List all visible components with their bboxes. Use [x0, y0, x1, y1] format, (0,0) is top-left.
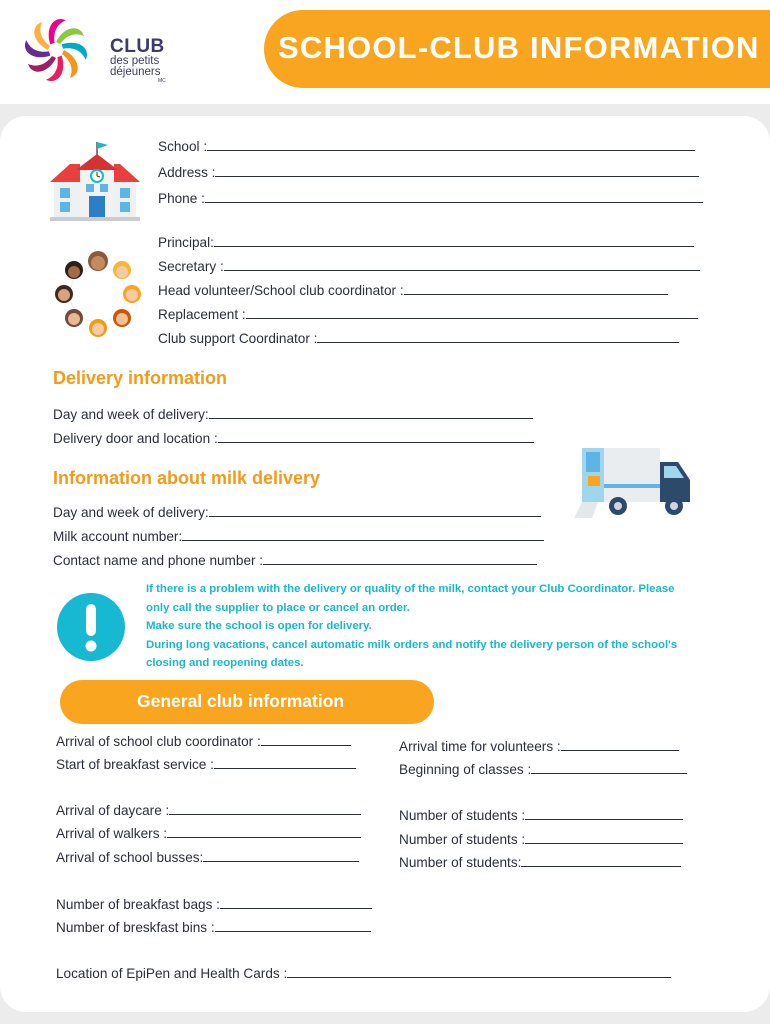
support-coordinator-input[interactable]: [317, 331, 679, 343]
head-volunteer-input[interactable]: [404, 283, 668, 295]
phone-input[interactable]: [205, 191, 703, 203]
arrival-volunteers-label: Arrival time for volunteers :: [399, 739, 561, 754]
arrival-coordinator-field[interactable]: [56, 734, 351, 749]
milk-notice: [146, 580, 736, 673]
students-2-field[interactable]: [399, 832, 683, 847]
address-label: Address :: [158, 165, 216, 180]
exclamation-icon: [56, 592, 126, 662]
delivery-door-label: Delivery door and location :: [53, 431, 218, 446]
secretary-field[interactable]: [158, 259, 700, 274]
milk-account-input[interactable]: [182, 529, 544, 541]
milk-heading: Information about milk delivery: [53, 468, 321, 488]
replacement-field[interactable]: [158, 307, 698, 322]
replacement-label: Replacement :: [158, 307, 246, 322]
arrival-coordinator-label: Arrival of school club coordinator :: [56, 734, 261, 749]
beginning-classes-label: Beginning of classes :: [399, 762, 532, 777]
milk-day-label: Day and week of delivery:: [53, 505, 209, 520]
head-volunteer-field[interactable]: [158, 283, 668, 298]
notice-line-3: Make sure the school is open for delivery.: [146, 620, 372, 632]
breakfast-bags-label: Number of breakfast bags :: [56, 897, 220, 912]
notice-line-4: During long vacations, cancel automatic milk orders and notify the delivery person of the school's: [146, 638, 678, 651]
milk-account-field[interactable]: [53, 529, 544, 544]
breakfast-bags-field[interactable]: [56, 897, 372, 912]
notice-line-5: closing and reopening dates.: [146, 657, 304, 669]
school-building-icon: [50, 140, 140, 222]
notice-line-1: If there is a problem with the delivery or quality of the milk, contact your Club Coordinator. Please: [146, 583, 675, 595]
arrival-daycare-input[interactable]: [169, 803, 361, 815]
delivery-door-field[interactable]: [53, 431, 534, 446]
students-1-input[interactable]: [525, 808, 683, 820]
secretary-input[interactable]: [224, 259, 700, 271]
arrival-busses-label: Arrival of school busses:: [56, 850, 204, 865]
support-coordinator-field[interactable]: [158, 331, 679, 346]
milk-contact-input[interactable]: [263, 553, 537, 565]
epipen-input[interactable]: [287, 966, 671, 978]
address-field[interactable]: [158, 165, 699, 180]
students-3-input[interactable]: [521, 855, 681, 867]
school-label: School :: [158, 139, 208, 154]
logo-club: CLUB: [110, 36, 165, 57]
head-volunteer-label: Head volunteer/School club coordinator :: [158, 283, 404, 298]
students-1-label: Number of students :: [399, 808, 526, 823]
phone-label: Phone :: [158, 191, 205, 206]
delivery-day-label: Day and week of delivery:: [53, 407, 209, 422]
support-coordinator-label: Club support Coordinator :: [158, 331, 318, 346]
milk-day-field[interactable]: [53, 505, 541, 520]
header: [0, 0, 770, 104]
arrival-walkers-input[interactable]: [167, 826, 361, 838]
principal-field[interactable]: [158, 235, 694, 250]
delivery-heading: Delivery information: [53, 368, 228, 388]
club-logo-icon: [18, 12, 98, 92]
students-1-field[interactable]: [399, 808, 683, 823]
notice-line-2: only call the supplier to place or cancel an order.: [146, 601, 410, 614]
school-input[interactable]: [207, 139, 695, 151]
epipen-field[interactable]: [56, 966, 671, 981]
principal-input[interactable]: [214, 235, 694, 247]
delivery-day-input[interactable]: [209, 407, 533, 419]
milk-day-input[interactable]: [209, 505, 541, 517]
logo-text: [110, 38, 166, 84]
arrival-volunteers-input[interactable]: [561, 739, 679, 751]
breakfast-bins-field[interactable]: [56, 920, 371, 935]
delivery-day-field[interactable]: [53, 407, 533, 422]
arrival-busses-input[interactable]: [203, 850, 359, 862]
milk-contact-field[interactable]: [53, 553, 537, 568]
breakfast-bins-label: Number of breskfast bins :: [56, 920, 215, 935]
children-circle-icon: [52, 248, 144, 340]
title-banner: [264, 10, 770, 88]
start-breakfast-label: Start of breakfast service :: [56, 757, 214, 772]
breakfast-bins-input[interactable]: [215, 920, 371, 932]
delivery-door-input[interactable]: [218, 431, 534, 443]
students-3-field[interactable]: [399, 855, 681, 870]
general-heading-pill: [60, 680, 434, 724]
arrival-volunteers-field[interactable]: [399, 739, 679, 754]
arrival-coordinator-input[interactable]: [261, 734, 351, 746]
milk-contact-label: Contact name and phone number :: [53, 553, 264, 568]
general-heading: General club information: [137, 691, 345, 711]
arrival-daycare-field[interactable]: [56, 803, 361, 818]
beginning-classes-field[interactable]: [399, 762, 687, 777]
arrival-busses-field[interactable]: [56, 850, 359, 865]
epipen-label: Location of EpiPen and Health Cards :: [56, 966, 288, 981]
arrival-daycare-label: Arrival of daycare :: [56, 803, 170, 818]
arrival-walkers-field[interactable]: [56, 826, 361, 841]
school-field[interactable]: [158, 139, 695, 154]
secretary-label: Secretary :: [158, 259, 224, 274]
milk-account-label: Milk account number:: [53, 529, 183, 544]
replacement-input[interactable]: [246, 307, 698, 319]
breakfast-bags-input[interactable]: [220, 897, 372, 909]
logo-mark: MC: [158, 78, 166, 84]
logo-line2: des petits: [110, 55, 160, 67]
principal-label: Principal:: [158, 235, 214, 250]
page-title: SCHOOL-CLUB INFORMATION: [278, 30, 760, 65]
arrival-walkers-label: Arrival of walkers :: [56, 826, 168, 841]
phone-field[interactable]: [158, 191, 703, 206]
students-2-label: Number of students :: [399, 832, 526, 847]
club-logo: [18, 12, 166, 92]
start-breakfast-input[interactable]: [214, 757, 356, 769]
delivery-truck-icon: [574, 444, 696, 520]
logo-line3: déjeuners: [110, 66, 161, 78]
start-breakfast-field[interactable]: [56, 757, 356, 772]
students-3-label: Number of students:: [399, 855, 522, 870]
address-input[interactable]: [215, 165, 699, 177]
beginning-classes-input[interactable]: [531, 762, 687, 774]
students-2-input[interactable]: [525, 832, 683, 844]
